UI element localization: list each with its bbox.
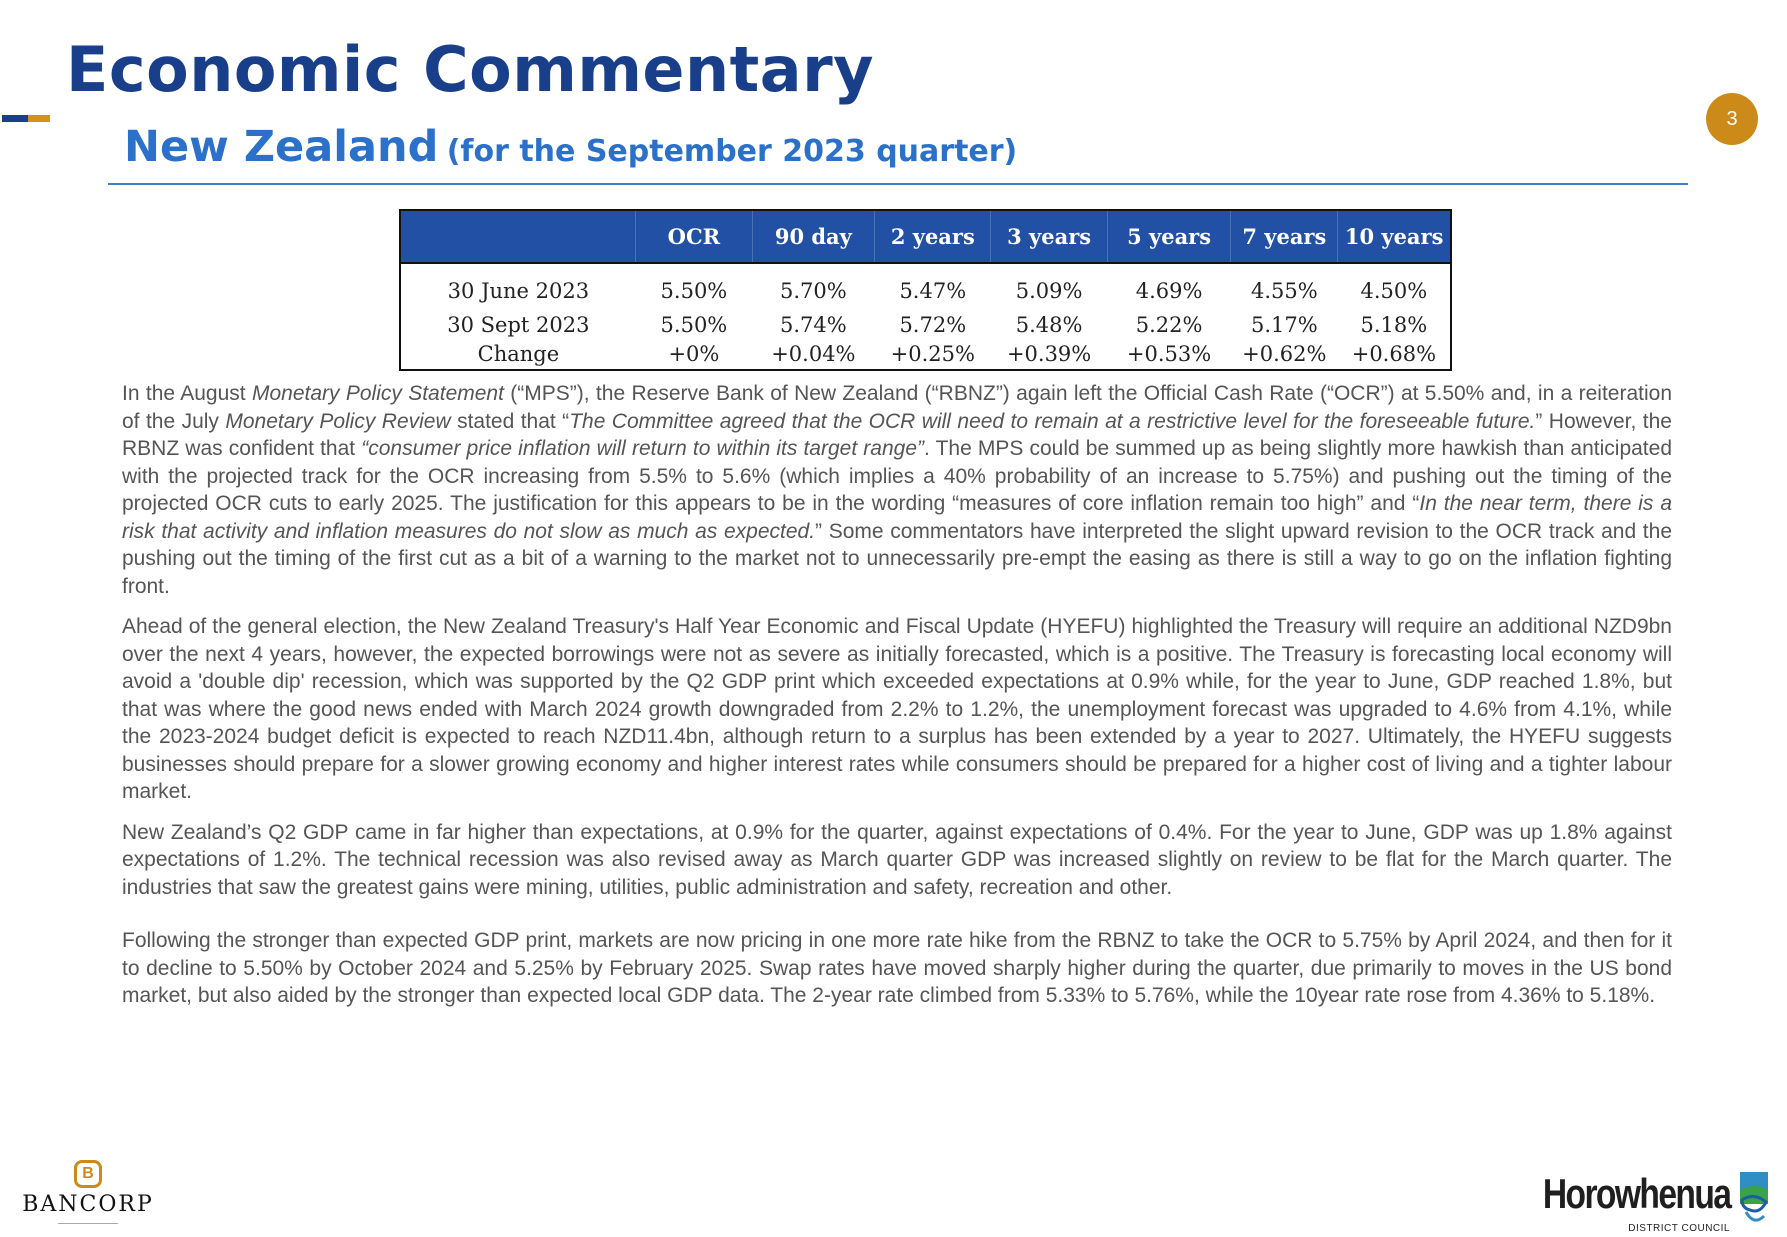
table-cell: +0.68% <box>1351 342 1437 366</box>
page-number-badge: 3 <box>1706 93 1758 145</box>
table-cell: 5.22% <box>1135 313 1203 337</box>
table-cell: 4.55% <box>1231 263 1338 308</box>
paragraph-hyefu: Ahead of the general election, the New Zealand Treasury's Half Year Economic and Fiscal Update (HYEFU) highlighted the Treasury will require an additional NZD9bn over the next 4 years, however, the expected borrowings were not as severe as initially forecasted, which is a positive. The Treasury is forecasting local economy will avoid a 'double dip' recession, which was supported by the Q2 GDP print which exceeded expectations at 0.9% while, for the year to June, GDP reached 1.8%, but that was where the good news ended with March 2024 growth downgraded from 2.2% to 1.2%, the unemployment forecast was upgraded to 4.6% from 4.1%, while the 2023-2024 budget deficit is expected to reach NZD11.4bn, although return to a surplus has been extended by a year to 2027. Ultimately, the HYEFU suggests businesses should prepare for a slower growing economy and higher interest rates while consumers should be prepared for a higher cost of living and a tighter labour market. <box>122 615 1672 803</box>
table-cell: 5.17% <box>1250 313 1318 337</box>
table-cell: 30 June 2023 <box>400 263 636 308</box>
table-cell: +0% <box>668 342 720 366</box>
subtitle-region: New Zealand <box>124 122 439 172</box>
table-cell: 5.47% <box>875 263 991 308</box>
table-cell: +0.04% <box>771 342 856 366</box>
table-header-row <box>400 210 1451 263</box>
header-divider <box>108 183 1688 185</box>
council-emblem-icon <box>1736 1170 1772 1230</box>
bancorp-mark-icon: B <box>74 1160 102 1188</box>
table-header-cell: 7 years <box>1231 210 1338 263</box>
table-header-cell: 2 years <box>875 210 991 263</box>
horowhenua-logo: Horowhenua DISTRICT COUNCIL <box>1560 1170 1774 1232</box>
subtitle-period: (for the September 2023 quarter) <box>446 134 1018 169</box>
table-cell: 5.09% <box>991 263 1107 308</box>
table-cell: 4.50% <box>1338 263 1451 308</box>
table-cell: +0.25% <box>890 342 975 366</box>
table-row <box>400 308 1451 342</box>
table-header-cell: OCR <box>636 210 752 263</box>
page-title: Economic Commentary <box>66 33 875 106</box>
table-cell: 30 Sept 2023 <box>447 313 590 337</box>
commentary-body <box>122 380 1672 1023</box>
table-cell: 5.50% <box>636 263 752 308</box>
table-header-cell: 10 years <box>1338 210 1451 263</box>
table-cell: 4.69% <box>1107 263 1231 308</box>
table-header-cell: 5 years <box>1107 210 1231 263</box>
table-cell: +0.62% <box>1242 342 1327 366</box>
page-subtitle <box>124 122 1017 172</box>
table-cell: Change <box>477 342 560 366</box>
interest-rates-table <box>399 209 1452 371</box>
table-row <box>400 342 1451 370</box>
table-cell: 5.48% <box>1015 313 1083 337</box>
paragraph-mps: In the August Monetary Policy Statement (“MPS”), the Reserve Bank of New Zealand (“RBNZ”) again left the Official Cash Rate (“OCR”) at 5.50% and, in a reiteration of the July Monetary Policy Review stated that “The Committee agreed that the OCR will need to remain at a restrictive level for the foreseeable future.” However, the RBNZ was confident that “consumer price inflation will return to within its target range”. The MPS could be summed up as being slightly more hawkish than anticipated with the projected track for the OCR increasing from 5.5% to 5.6% (which implies a 40% probability of an increase to 5.75%) and pushing out the timing of the projected OCR cuts to early 2025. The justification for this appears to be in the wording “measures of core inflation remain too high” and “In the near term, there is a risk that activity and inflation measures do not slow as much as expected.” Some commentators have interpreted the slight upward revision to the OCR track and the pushing out the timing of the first cut as a bit of a warning to the market not to unnecessarily pre-empt the easing as there is still a way to go on the inflation fighting front. <box>122 382 1673 598</box>
accent-bar <box>2 115 46 122</box>
table-cell: 5.50% <box>660 313 728 337</box>
table-header-cell: 3 years <box>991 210 1107 263</box>
table-cell: 5.18% <box>1360 313 1428 337</box>
paragraph-markets: Following the stronger than expected GDP print, markets are now pricing in one more rate hike from the RBNZ to take the OCR to 5.75% by April 2024, and then for it to decline to 5.50% by October 2024 and 5.25% by February 2025. Swap rates have moved sharply higher during the quarter, due primarily to moves in the US bond market, but also aided by the stronger than expected local GDP data. The 2-year rate climbed from 5.33% to 5.76%, while the 10year rate rose from 4.36% to 5.18%. <box>122 929 1672 1007</box>
table-cell: 5.70% <box>752 263 875 308</box>
table-header-cell <box>400 210 636 263</box>
bancorp-logo: B BANCORP <box>18 1160 158 1224</box>
table-header-cell: 90 day <box>752 210 875 263</box>
table-cell: +0.53% <box>1126 342 1212 366</box>
table-cell: 5.74% <box>780 313 847 337</box>
table-cell: +0.39% <box>1006 342 1092 366</box>
table-row <box>400 263 1451 308</box>
table-cell: 5.72% <box>899 313 967 337</box>
paragraph-gdp: New Zealand’s Q2 GDP came in far higher than expectations, at 0.9% for the quarter, against expectations of 0.4%. For the year to June, GDP was up 1.8% against expectations of 1.2%. The technical recession was also revised away as March quarter GDP was increased slightly on review to be flat for the March quarter. The industries that saw the greatest gains were mining, utilities, public administration and safety, recreation and other. <box>122 820 1672 899</box>
